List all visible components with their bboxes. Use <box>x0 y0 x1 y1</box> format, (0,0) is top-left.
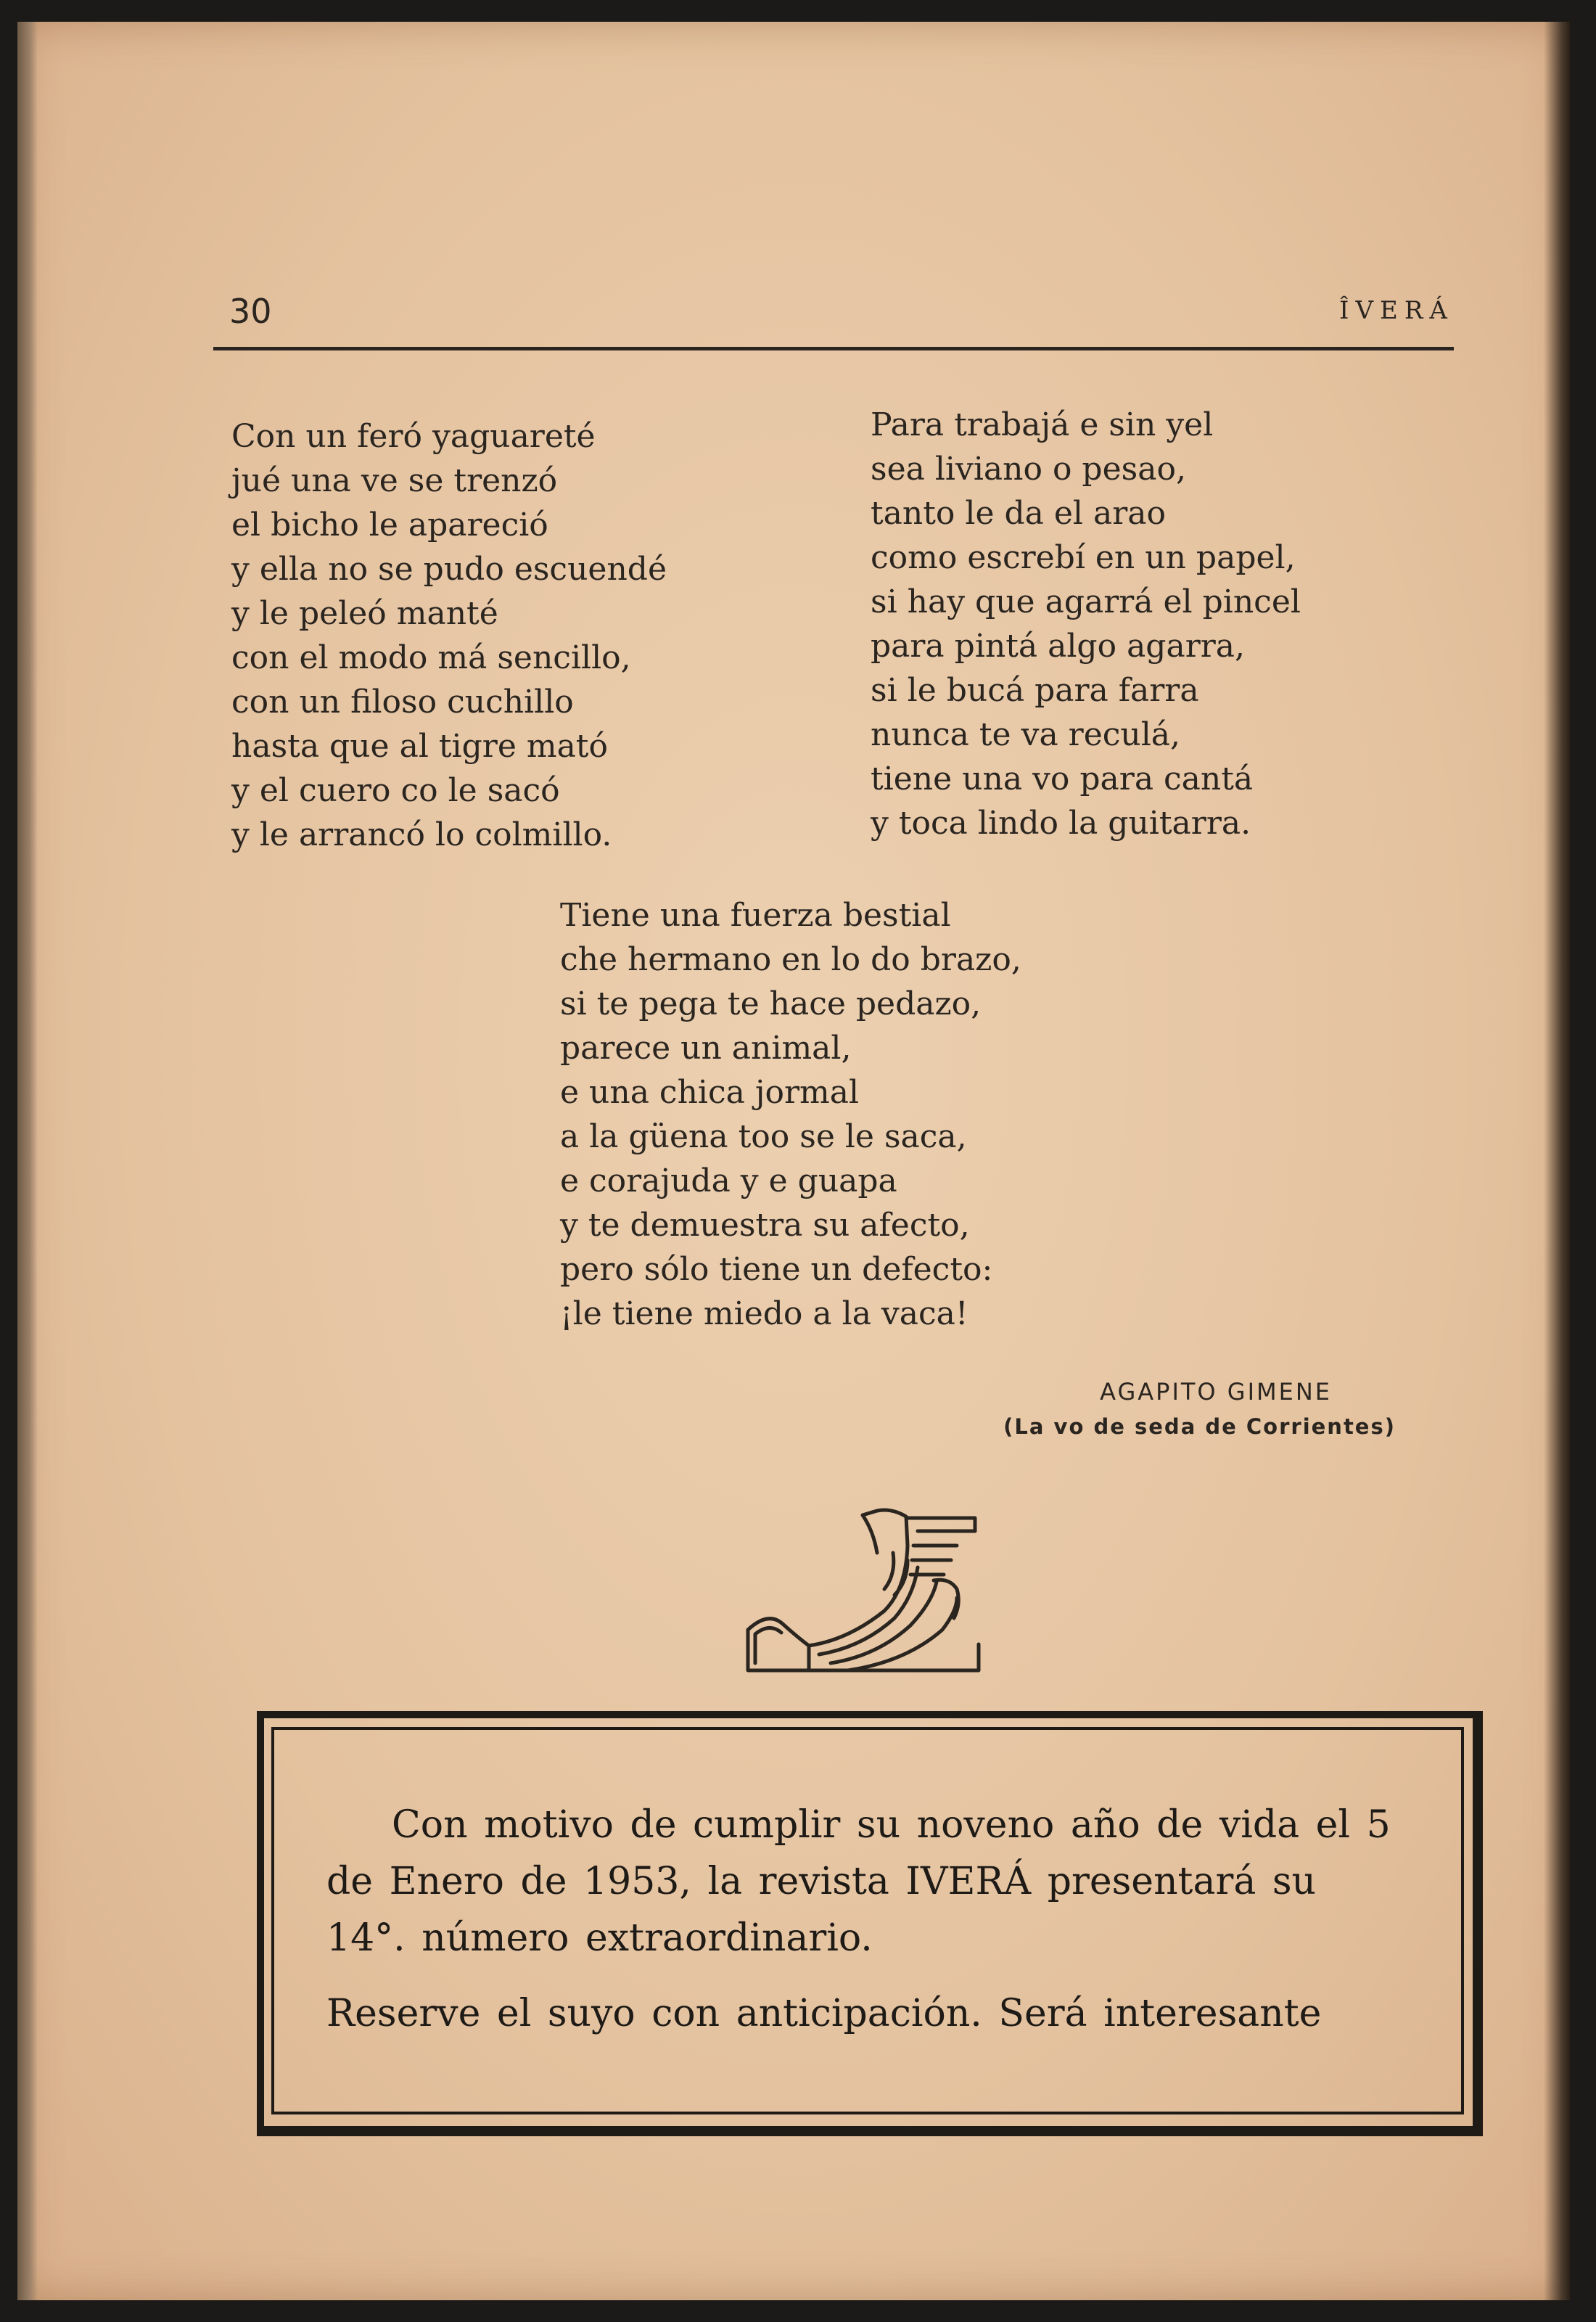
verse-line: tanto le da el arao <box>871 495 1166 532</box>
verse-line: para pintá algo agarra, <box>871 628 1245 665</box>
verse-line: el bicho le apareció <box>231 506 548 543</box>
book-spine <box>17 22 38 2300</box>
verse-line: y te demuestra su afecto, <box>560 1207 970 1244</box>
verse-line: e corajuda y e guapa <box>560 1162 897 1199</box>
verse-line: con el modo má sencillo, <box>231 639 631 676</box>
verse-line: e una chica jormal <box>560 1074 860 1111</box>
verse-line: pero sólo tiene un defecto: <box>560 1251 993 1288</box>
header-rule <box>213 347 1454 350</box>
poem-stanza-3 <box>560 893 1021 1336</box>
verse-line: hasta que al tigre mató <box>231 728 608 765</box>
announcement-box <box>257 1711 1483 2136</box>
verse-line: jué una ve se trenzó <box>231 462 558 499</box>
verse-line: y ella no se pudo escuendé <box>231 551 667 588</box>
verse-line: Tiene una fuerza bestial <box>560 897 951 934</box>
verse-line: y le peleó manté <box>231 595 498 632</box>
verse-line: y toca lindo la guitarra. <box>871 805 1251 842</box>
verse-line: sea liviano o pesao, <box>871 451 1186 488</box>
verse-line: che hermano en lo do brazo, <box>560 941 1021 978</box>
page-edge <box>1544 22 1570 2300</box>
verse-line: parece un animal, <box>560 1030 852 1067</box>
page-number: 30 <box>229 292 272 331</box>
vignette-ornament-icon <box>739 1502 997 1676</box>
verse-line: si te pega te hace pedazo, <box>560 985 982 1022</box>
announcement-paragraph: Con motivo de cumplir su noveno año de vida el 5 de Enero de 1953, la revista IVERÁ presentará su 14°. número extraordinario. <box>326 1803 1391 1960</box>
verse-line: ¡le tiene miedo a la vaca! <box>560 1295 968 1332</box>
verse-line: Con un feró yaguareté <box>231 418 596 455</box>
author-signature <box>1003 1373 1396 1443</box>
verse-line: como escrebí en un papel, <box>871 539 1296 576</box>
reservation-line: Reserve el suyo con anticipación. Será interesante <box>326 1992 1322 2035</box>
verse-line: y el cuero co le sacó <box>231 772 560 809</box>
poem-stanza-1 <box>231 414 667 857</box>
author-name: AGAPITO GIMENE <box>1100 1378 1332 1406</box>
verse-line: si le bucá para farra <box>871 672 1199 709</box>
verse-line: Para trabajá e sin yel <box>871 406 1214 443</box>
verse-line: nunca te va reculá, <box>871 716 1181 753</box>
running-title: ÎVERÁ <box>1339 296 1454 325</box>
verse-line: tiene una vo para cantá <box>871 760 1254 797</box>
verse-line: y le arrancó lo colmillo. <box>231 816 612 853</box>
announcement-text <box>326 1797 1400 2042</box>
verse-line: con un filoso cuchillo <box>231 684 574 721</box>
poem-stanza-2 <box>871 403 1301 845</box>
page-header <box>213 290 1454 341</box>
author-note: (La vo de seda de Corrientes) <box>1003 1414 1396 1439</box>
verse-line: a la güena too se le saca, <box>560 1118 967 1155</box>
verse-line: si hay que agarrá el pincel <box>871 583 1301 620</box>
magazine-page <box>17 22 1570 2300</box>
